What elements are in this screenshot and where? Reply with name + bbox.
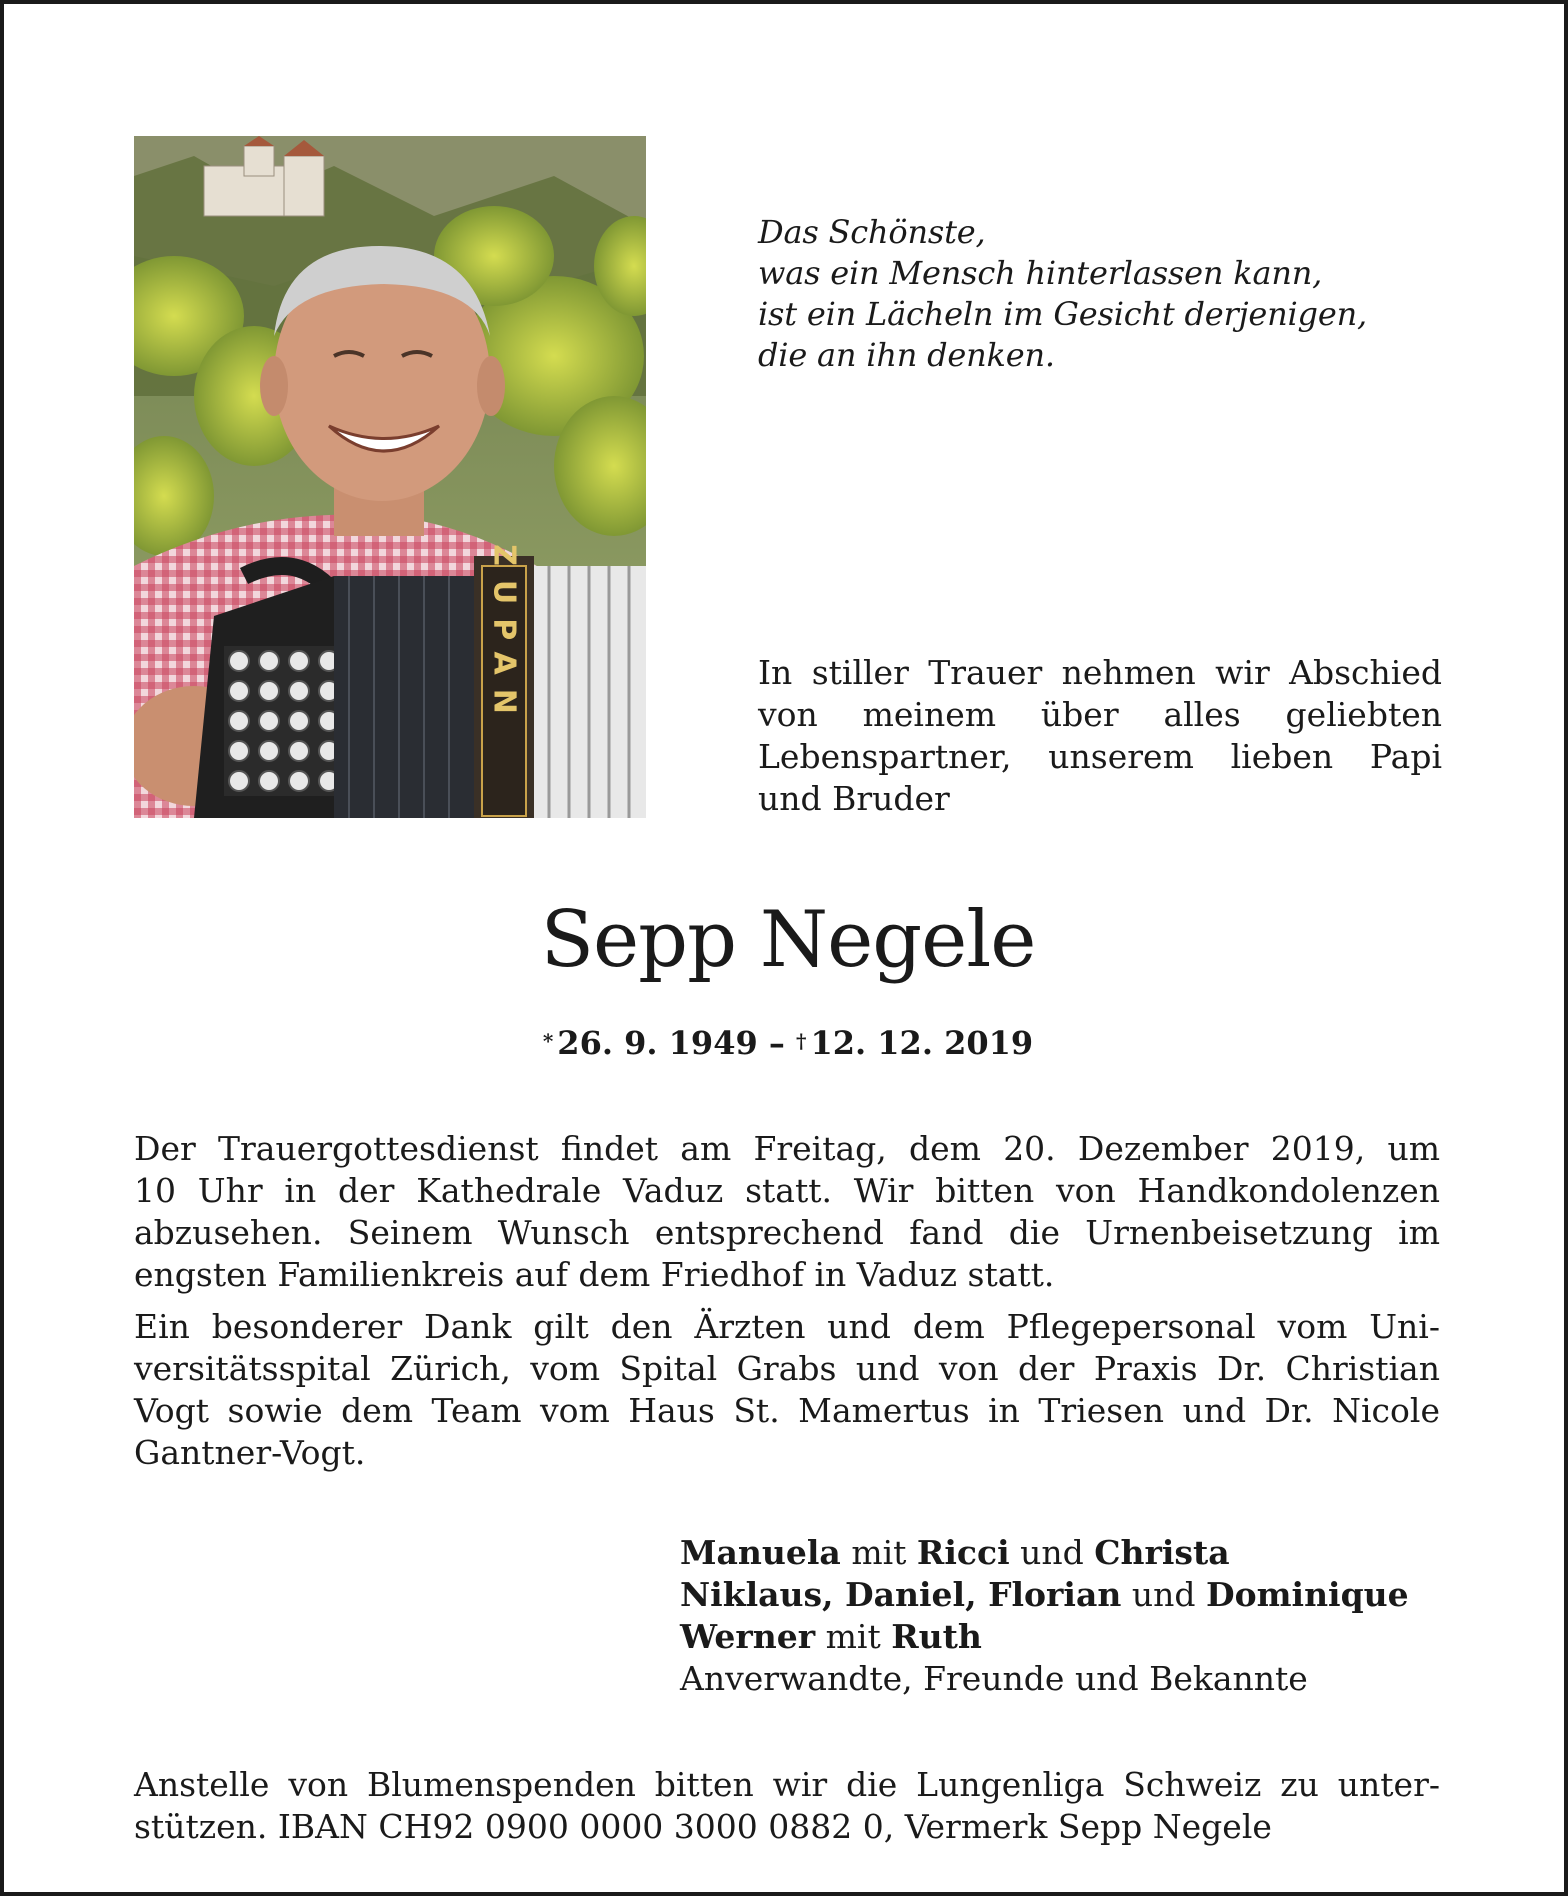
quote-line: ist ein Lächeln im Gesicht derjenigen, [758,295,1367,333]
connector: und [1020,1533,1084,1572]
connector: mit [825,1617,881,1656]
mourner-name: Niklaus, Daniel, Florian [680,1575,1122,1614]
quote-line: Das Schönste, [758,213,986,251]
mourners-list [680,1532,1450,1700]
service-details [134,1128,1440,1474]
mourning-intro [758,652,1442,820]
mourner-name: Manuela [680,1533,841,1572]
life-dates [4,1021,1568,1069]
birth-symbol: * [542,1029,554,1053]
body-line: engsten Familienkreis auf dem Friedhof in Vaduz statt. [134,1255,1055,1294]
mourner-row [680,1574,1450,1616]
death-date: 12. 12. 2019 [810,1024,1034,1062]
intro-line: In stiller Trauer nehmen wir Abschied [758,653,1442,692]
birth-date: 26. 9. 1949 [557,1024,758,1062]
mourner-name: Ricci [916,1533,1010,1572]
body-line: Ein besonderer Dank gilt den Ärzten und dem Pflegepersonal vom Uni- [134,1307,1440,1346]
accordion-brand-text: ZUPAN [486,544,522,728]
quote-line: was ein Mensch hinterlassen kann, [758,254,1323,292]
paragraph-gap [134,1296,1440,1306]
mourner-row [680,1616,1450,1658]
body-line: Gantner-Vogt. [134,1433,366,1472]
connector: und [1131,1575,1196,1614]
deceased-name: Sepp Negele [540,895,1036,985]
date-separator: – [757,1024,796,1062]
portrait-illustration [134,136,646,818]
portrait-photo [134,136,646,818]
mourner-row-relatives: Anverwandte, Freunde und Bekannte [680,1659,1308,1698]
connector: mit [851,1533,907,1572]
body-line: 10 Uhr in der Kathedrale Vaduz statt. Wir bitten von Handkondolenzen [134,1171,1440,1210]
footer-line: stützen. IBAN CH92 0900 0000 3000 0882 0, Vermerk Sepp Negele [134,1807,1272,1846]
donation-note [134,1764,1440,1848]
mourner-row [680,1532,1450,1574]
mourner-name: Ruth [891,1617,982,1656]
mourner-name: Christa [1094,1533,1230,1572]
body-line: versitätsspital Zürich, vom Spital Grabs und von der Praxis Dr. Christian [134,1349,1440,1388]
death-symbol: † [796,1029,807,1053]
memorial-quote [758,212,1438,376]
footer-line: Anstelle von Blumenspenden bitten wir die Lungenliga Schweiz zu unter- [134,1765,1440,1804]
body-line: abzusehen. Seinem Wunsch entsprechend fand die Urnenbeisetzung im [134,1213,1440,1252]
body-line: Vogt sowie dem Team vom Haus St. Mamertus in Triesen und Dr. Nicole [134,1391,1440,1430]
mourner-name: Dominique [1205,1575,1409,1614]
intro-line: von meinem über alles geliebten [758,695,1442,734]
intro-line: Lebenspartner, unserem lieben Papi [758,737,1442,776]
quote-line: die an ihn denken. [758,336,1055,374]
body-line: Der Trauergottesdienst findet am Freitag, dem 20. Dezember 2019, um [134,1129,1440,1168]
mourner-name: Werner [680,1617,816,1656]
intro-line: und Bruder [758,779,950,818]
